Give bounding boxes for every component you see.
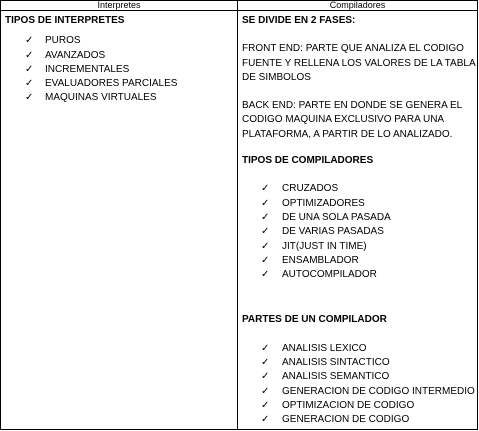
- list-item-label: INCREMENTALES: [45, 63, 130, 75]
- compiladores-cell: [238, 11, 478, 430]
- list-item: [5, 34, 237, 48]
- check-icon: ✓: [25, 35, 34, 47]
- check-icon: ✓: [25, 49, 34, 61]
- partes-compilador-list: [242, 342, 477, 428]
- list-item-label: AVANZADOS: [45, 49, 106, 61]
- list-item: [242, 197, 477, 211]
- tipos-compiladores-title: TIPOS DE COMPILADORES: [242, 155, 374, 167]
- interpretes-cell: [1, 11, 238, 430]
- check-icon: ✓: [261, 414, 270, 426]
- list-item-label: OPTIMIZADORES: [282, 197, 365, 209]
- tipos-compiladores-list: [242, 182, 477, 282]
- header-row: [1, 1, 478, 11]
- list-item-label: DE VARIAS PASADAS: [282, 226, 384, 238]
- list-item: [5, 91, 237, 105]
- list-item: [242, 413, 477, 427]
- interpretes-list: [5, 34, 237, 105]
- list-item: [5, 63, 237, 77]
- fases-title: SE DIVIDE EN 2 FASES:: [242, 15, 356, 26]
- check-icon: ✓: [261, 254, 270, 266]
- tipos-interpretes-title: TIPOS DE INTERPRETES: [5, 15, 125, 26]
- check-icon: ✓: [261, 399, 270, 411]
- list-item: [242, 254, 477, 268]
- list-item: [242, 225, 477, 239]
- list-item-label: OPTIMIZACION DE CODIGO: [282, 399, 415, 411]
- list-item: [242, 182, 477, 196]
- list-item-label: ANALISIS SEMANTICO: [282, 371, 390, 383]
- check-icon: ✓: [261, 211, 270, 223]
- list-item-label: AUTOCOMPILADOR: [282, 269, 377, 281]
- check-icon: ✓: [261, 226, 270, 238]
- list-item-label: GENERACION DE CODIGO: [282, 414, 410, 426]
- partes-compilador-title: PARTES DE UN COMPILADOR: [242, 314, 387, 326]
- list-item: [242, 356, 477, 370]
- check-icon: ✓: [261, 357, 270, 369]
- check-icon: ✓: [261, 342, 270, 354]
- check-icon: ✓: [25, 78, 34, 90]
- list-item-label: GENERACION DE CODIGO INTERMEDIO: [282, 385, 475, 397]
- check-icon: ✓: [261, 385, 270, 397]
- list-item: [242, 385, 477, 399]
- list-item-label: ANALISIS LEXICO: [282, 342, 367, 354]
- list-item-label: EVALUADORES PARCIALES: [45, 78, 178, 90]
- list-item: [242, 211, 477, 225]
- check-icon: ✓: [261, 269, 270, 281]
- list-item: [242, 370, 477, 384]
- list-item: [5, 49, 237, 63]
- header-compiladores: Compiladores: [238, 1, 478, 11]
- list-item: [242, 342, 477, 356]
- check-icon: ✓: [25, 92, 34, 104]
- check-icon: ✓: [261, 197, 270, 209]
- content-row: [1, 11, 478, 430]
- list-item-label: MAQUINAS VIRTUALES: [45, 92, 157, 104]
- front-end-paragraph: FRONT END: PARTE QUE ANALIZA EL CODIGO FUENTE Y RELLENA LOS VALORES DE LA TABLA DE SIMBOLOS: [242, 43, 476, 83]
- check-icon: ✓: [25, 63, 34, 75]
- list-item-label: CRUZADOS: [282, 183, 339, 195]
- list-item: [242, 399, 477, 413]
- check-icon: ✓: [261, 240, 270, 252]
- list-item-label: DE UNA SOLA PASADA: [282, 211, 391, 223]
- list-item-label: ANALISIS SINTACTICO: [282, 357, 390, 369]
- list-item-label: JIT(JUST IN TIME): [282, 240, 367, 252]
- header-interpretes: Interpretes: [1, 1, 238, 11]
- check-icon: ✓: [261, 371, 270, 383]
- list-item-label: ENSAMBLADOR: [282, 254, 359, 266]
- list-item-label: PUROS: [45, 35, 81, 47]
- check-icon: ✓: [261, 183, 270, 195]
- back-end-paragraph: BACK END: PARTE EN DONDE SE GENERA EL CODIGO MAQUINA EXCLUSIVO PARA UNA PLATAFORMA, A PARTIR DE LO ANALIZADO.: [242, 100, 462, 140]
- list-item: [242, 240, 477, 254]
- list-item: [5, 77, 237, 91]
- list-item: [242, 268, 477, 282]
